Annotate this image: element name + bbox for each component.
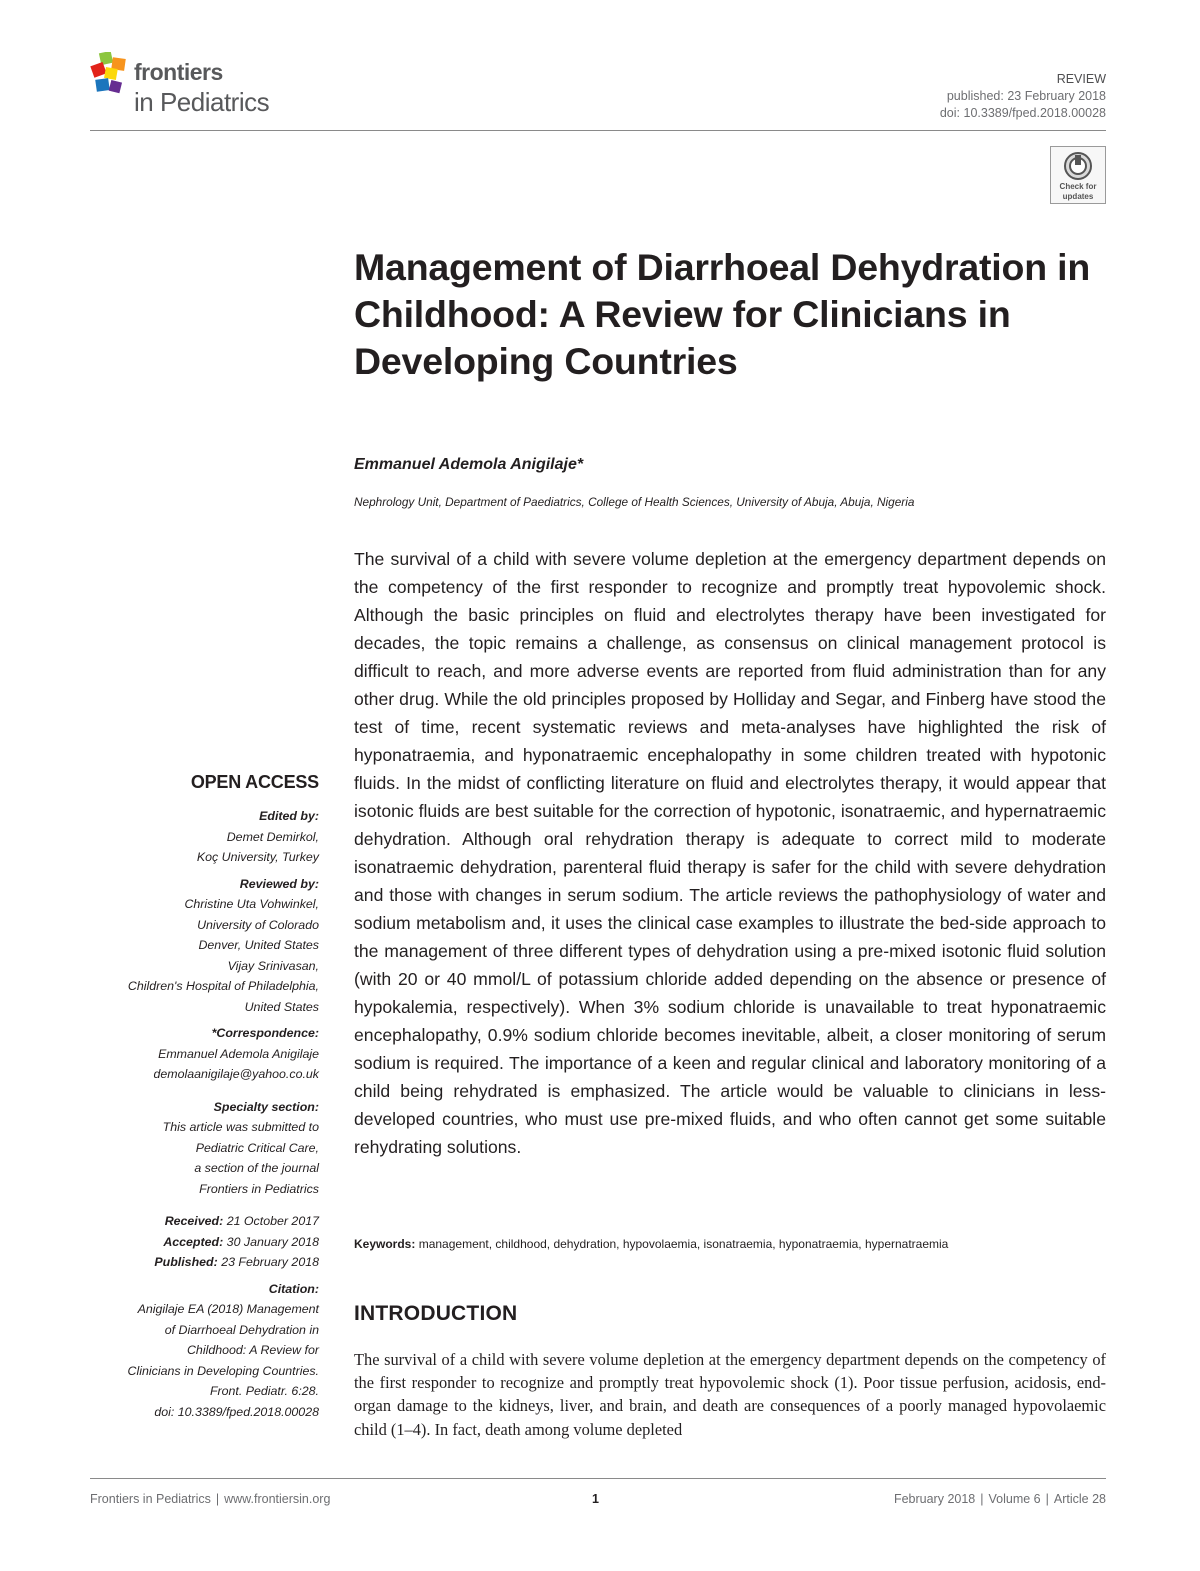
footer-journal-name: Frontiers in Pediatrics xyxy=(90,1492,211,1506)
footer-divider xyxy=(90,1478,1106,1479)
accepted-value: 30 January 2018 xyxy=(226,1234,319,1249)
specialty-line: a section of the journal xyxy=(194,1161,319,1175)
reviewer-line[interactable]: Vijay Srinivasan, xyxy=(227,958,319,973)
received-date xyxy=(79,1211,319,1232)
editor-line: Koç University, Turkey xyxy=(196,850,319,864)
article-info-sidebar xyxy=(79,770,319,1424)
published-label: Published: xyxy=(154,1255,218,1269)
footer-issue-info: February 2018 | Volume 6 | Article 28 xyxy=(893,1492,1106,1506)
abstract-text: The survival of a child with severe volume depletion at the emergency department depends on the competency of the first responder to recognize and promptly treat hypovolemic shock. Although the basic principles on fluid and electrolytes therapy have been investigated for decades, the topic remains a challenge, as consensus on clinical management protocol is difficult to reach, and more adverse events are reported from fluid administration than for any other drug. While the old principles proposed by Holliday and Segar, and Finberg have stood the test of time, recent systematic reviews and meta-analyses have highlighted the risk of hyponatraemia, and hyponatraemic encephalopathy in some children treated with hypotonic fluids. In the midst of conflicting literature on fluid and electrolytes therapy, it would appear that isotonic fluids are best suitable for the correction of hypotonic, isonatraemic, and hypernatraemic dehydration. Although oral rehydration therapy is adequate to correct mild to moderate isonatraemic dehydration, parenteral fluid therapy is safer for the child with severe dehydration and those with changes in serum sodium. The article reviews the pathophysiology of water and sodium metabolism and, it uses the clinical case examples to illustrate the bed-side approach to the management of three different types of dehydration using a pre-mixed isotonic fluid solution (with 20 or 40 mmol/L of potassium chloride added depending on the absence or presence of hypokalemia, respectively). When 3% sodium chloride is unavailable to treat hyponatraemic encephalopathy, 0.9% sodium chloride becomes inevitable, albeit, a closer monitoring of serum sodium is required. The importance of a keen and regular clinical and laboratory monitoring of a child being rehydrated is emphasized. The article would be valuable to clinicians in less-developed countries, who must use pre-mixed fluids, and who often cannot get some suitable rehydrating solutions. xyxy=(354,549,1106,1157)
keywords-list: management, childhood, dehydration, hypovolaemia, isonatraemia, hyponatraemia, hypernatraemia xyxy=(418,1237,949,1251)
accepted-label: Accepted: xyxy=(163,1234,224,1249)
journal-logo xyxy=(90,50,290,122)
received-label: Received: xyxy=(164,1214,224,1228)
edited-by-label: Edited by: xyxy=(259,809,319,823)
citation-line: Childhood: A Review for xyxy=(186,1343,319,1357)
reviewed-by-section xyxy=(79,874,319,1018)
article-doi: doi: 10.3389/fped.2018.00028 xyxy=(939,106,1106,120)
author-affiliation: Nephrology Unit, Department of Paediatrics, College of Health Sciences, University of Abuja, Abuja, Nigeria xyxy=(354,495,915,509)
reviewer-line: United States xyxy=(244,999,319,1014)
reviewed-by-label: Reviewed by: xyxy=(239,876,319,891)
crossmark-icon xyxy=(1063,151,1093,181)
citation-line: Clinicians in Developing Countries. xyxy=(127,1363,319,1378)
keywords-label: Keywords: xyxy=(354,1237,416,1251)
edited-by-section xyxy=(79,806,319,868)
specialty-section xyxy=(79,1097,319,1200)
frontiers-logo-icon xyxy=(90,52,130,98)
section-heading-introduction: INTRODUCTION xyxy=(354,1302,518,1325)
logo-text-frontiers: frontiers xyxy=(134,59,223,85)
article-meta xyxy=(940,71,1106,122)
footer-website-link[interactable]: www.frontiersin.org xyxy=(224,1492,331,1506)
citation-line: of Diarrhoeal Dehydration in xyxy=(164,1322,319,1337)
reviewer-line: University of Colorado xyxy=(197,917,319,932)
specialty-line: Frontiers in Pediatrics xyxy=(199,1181,319,1196)
correspondence-label: *Correspondence: xyxy=(211,1026,319,1040)
accepted-date xyxy=(79,1232,319,1253)
reviewer-line: Children's Hospital of Philadelphia, xyxy=(127,979,319,993)
open-access-label: OPEN ACCESS xyxy=(190,772,319,792)
citation-line: Front. Pediatr. 6:28. xyxy=(209,1384,319,1398)
citation-label: Citation: xyxy=(268,1281,319,1296)
check-badge-line1: Check for xyxy=(1059,182,1097,191)
specialty-line: This article was submitted to xyxy=(162,1120,319,1134)
reviewer-line[interactable]: Christine Uta Vohwinkel, xyxy=(184,897,319,911)
page-number: 1 xyxy=(592,1492,599,1506)
introduction-text: The survival of a child with severe volume depletion at the emergency department depends on the competency of the first responder to recognize and promptly treat hypovolemic shock (1). Poor tissue perfusion, acidosis, end-organ damage to the kidneys, liver, and brain, and death are consequences of a poorly managed hypovolaemic child (1–4). In fact, death among volume depleted xyxy=(354,1350,1106,1439)
article-author[interactable]: Emmanuel Ademola Anigilaje* xyxy=(354,456,584,473)
check-for-updates-badge[interactable] xyxy=(1050,146,1106,204)
footer-article-number: Article 28 xyxy=(1053,1492,1106,1506)
dates-section xyxy=(79,1211,319,1273)
published-date: published: 23 February 2018 xyxy=(946,89,1106,103)
correspondence-email-link[interactable]: demolaanigilaje@yahoo.co.uk xyxy=(153,1067,319,1081)
logo-text-journal: in Pediatrics xyxy=(134,87,270,117)
correspondence-section xyxy=(79,1023,319,1085)
keywords xyxy=(354,1237,1114,1251)
specialty-label: Specialty section: xyxy=(213,1099,319,1114)
received-value: 21 October 2017 xyxy=(226,1214,319,1228)
reviewer-line: Denver, United States xyxy=(198,938,319,952)
footer-volume: Volume 6 xyxy=(988,1492,1041,1506)
published-value: 23 February 2018 xyxy=(221,1255,319,1269)
specialty-line: Pediatric Critical Care, xyxy=(195,1140,319,1155)
article-title: Management of Diarrhoeal Dehydration in Childhood: A Review for Clinicians in Developing Countries xyxy=(354,246,1091,382)
check-badge-line2: updates xyxy=(1062,192,1094,201)
citation-section xyxy=(79,1279,319,1423)
citation-line: Anigilaje EA (2018) Management xyxy=(137,1302,319,1316)
citation-doi-link[interactable]: doi: 10.3389/fped.2018.00028 xyxy=(154,1404,319,1419)
article-type: REVIEW xyxy=(1056,72,1106,86)
correspondence-name: Emmanuel Ademola Anigilaje xyxy=(158,1046,319,1061)
footer-date: February 2018 xyxy=(893,1492,976,1506)
editor-line[interactable]: Demet Demirkol, xyxy=(226,829,319,844)
header-divider xyxy=(90,130,1106,131)
published-date-sidebar xyxy=(79,1252,319,1273)
footer-journal-info: Frontiers in Pediatrics | www.frontiersin.org xyxy=(90,1492,331,1506)
